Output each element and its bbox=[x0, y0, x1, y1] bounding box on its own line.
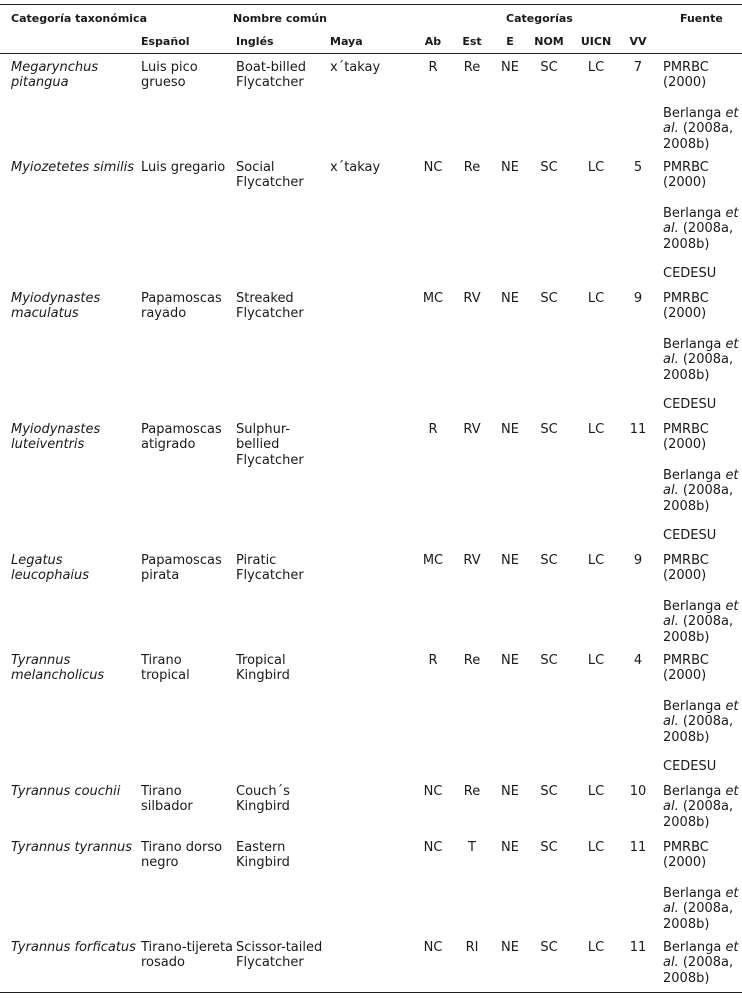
source-line: PMRBC bbox=[663, 291, 709, 306]
category-vv: 4 bbox=[633, 653, 643, 668]
taxon-line: Tyrannus bbox=[11, 653, 71, 668]
taxon-line: Tyrannus couchii bbox=[11, 784, 121, 799]
source-line: 2008b) bbox=[663, 367, 710, 383]
source-reference bbox=[663, 699, 739, 745]
taxon-name bbox=[11, 940, 136, 955]
source-reference bbox=[663, 206, 739, 252]
spanish-line: rosado bbox=[141, 955, 185, 971]
source-line: CEDESU bbox=[663, 528, 717, 543]
category-e: NE bbox=[501, 60, 519, 75]
table-bottom-rule bbox=[0, 992, 742, 993]
spanish-line: Luis pico bbox=[141, 60, 198, 75]
taxon-line: Myiozetetes similis bbox=[11, 160, 135, 175]
header-taxon: Categoría taxonómica bbox=[11, 12, 147, 25]
category-nom: SC bbox=[540, 291, 558, 306]
source-reference bbox=[663, 840, 709, 871]
category-e: NE bbox=[501, 291, 519, 306]
english-line: Flycatcher bbox=[236, 175, 304, 191]
source-line: al. (2008a, bbox=[663, 714, 734, 730]
english-line: Piratic bbox=[236, 553, 277, 568]
source-line: al. (2008a, bbox=[663, 614, 734, 630]
taxon-name bbox=[11, 553, 89, 584]
taxon-line: Myiodynastes bbox=[11, 422, 101, 437]
category-est: Re bbox=[463, 160, 481, 175]
category-uicn: LC bbox=[587, 653, 605, 668]
taxon-name bbox=[11, 60, 98, 91]
category-e: NE bbox=[501, 553, 519, 568]
source-line: Berlanga et bbox=[663, 206, 739, 221]
category-ab: MC bbox=[422, 291, 444, 306]
spanish-line: Tirano bbox=[141, 784, 182, 799]
source-line: PMRBC bbox=[663, 653, 709, 668]
maya-name: x´takay bbox=[330, 160, 381, 175]
source-reference bbox=[663, 60, 709, 91]
source-line: Berlanga et bbox=[663, 599, 739, 614]
source-line: PMRBC bbox=[663, 840, 709, 855]
taxon-name bbox=[11, 840, 132, 855]
taxon-line: Megarynchus bbox=[11, 60, 99, 75]
source-reference bbox=[663, 291, 709, 322]
source-reference bbox=[663, 759, 716, 774]
source-line: CEDESU bbox=[663, 397, 717, 412]
category-ab: NC bbox=[423, 784, 443, 799]
category-ab: R bbox=[428, 422, 438, 437]
source-line: 2008b) bbox=[663, 970, 710, 986]
source-reference bbox=[663, 653, 709, 684]
header-e: E bbox=[506, 35, 514, 48]
english-name bbox=[236, 291, 304, 322]
category-e: NE bbox=[501, 940, 519, 955]
header-english: Inglés bbox=[236, 35, 274, 48]
category-est: Re bbox=[463, 653, 481, 668]
english-name bbox=[236, 653, 290, 684]
category-est: Re bbox=[463, 60, 481, 75]
spanish-name bbox=[141, 160, 225, 175]
header-categories: Categorías bbox=[506, 12, 573, 25]
category-vv: 9 bbox=[633, 553, 643, 568]
english-line: Social bbox=[236, 160, 275, 175]
category-est: RV bbox=[463, 553, 481, 568]
taxon-line: Tyrannus forficatus bbox=[11, 940, 136, 955]
spanish-name bbox=[141, 784, 193, 815]
taxon-name bbox=[11, 160, 134, 175]
taxon-name bbox=[11, 291, 100, 322]
category-uicn: LC bbox=[587, 160, 605, 175]
source-reference bbox=[663, 940, 739, 986]
category-e: NE bbox=[501, 840, 519, 855]
category-uicn: LC bbox=[587, 60, 605, 75]
spanish-name bbox=[141, 60, 198, 91]
category-nom: SC bbox=[540, 840, 558, 855]
english-line: bellied bbox=[236, 437, 280, 453]
source-line: al. (2008a, bbox=[663, 483, 734, 499]
header-bottom-rule bbox=[0, 53, 742, 54]
category-ab: R bbox=[428, 60, 438, 75]
english-line: Kingbird bbox=[236, 668, 290, 684]
source-reference bbox=[663, 422, 709, 453]
category-e: NE bbox=[501, 160, 519, 175]
maya-name: x´takay bbox=[330, 60, 381, 75]
taxon-line: pitangua bbox=[11, 75, 69, 91]
source-line: al. (2008a, bbox=[663, 121, 734, 137]
english-name bbox=[236, 60, 306, 91]
header-uicn: UICN bbox=[580, 35, 612, 48]
english-line: Sulphur- bbox=[236, 422, 291, 437]
source-line: (2000) bbox=[663, 668, 707, 684]
spanish-name bbox=[141, 291, 222, 322]
english-line: Kingbird bbox=[236, 799, 290, 815]
source-reference bbox=[663, 337, 739, 383]
source-reference bbox=[663, 266, 716, 281]
taxon-line: luteiventris bbox=[11, 437, 85, 453]
english-line: Flycatcher bbox=[236, 306, 304, 322]
english-line: Tropical bbox=[236, 653, 286, 668]
category-uicn: LC bbox=[587, 784, 605, 799]
english-name bbox=[236, 553, 304, 584]
category-nom: SC bbox=[540, 553, 558, 568]
spanish-line: Papamoscas bbox=[141, 553, 222, 568]
category-e: NE bbox=[501, 422, 519, 437]
english-line: Eastern bbox=[236, 840, 286, 855]
taxon-line: Legatus bbox=[11, 553, 63, 568]
spanish-line: pirata bbox=[141, 568, 180, 584]
category-e: NE bbox=[501, 653, 519, 668]
english-line: Flycatcher bbox=[236, 75, 304, 91]
header-source: Fuente bbox=[680, 12, 723, 25]
source-line: PMRBC bbox=[663, 160, 709, 175]
taxon-line: leucophaius bbox=[11, 568, 90, 584]
source-line: CEDESU bbox=[663, 266, 717, 281]
source-reference bbox=[663, 106, 739, 152]
source-reference bbox=[663, 886, 739, 932]
source-reference bbox=[663, 553, 709, 584]
source-line: (2000) bbox=[663, 437, 707, 453]
taxon-line: melancholicus bbox=[11, 668, 105, 684]
category-uicn: LC bbox=[587, 553, 605, 568]
english-line: Boat-billed bbox=[236, 60, 306, 75]
spanish-line: Papamoscas bbox=[141, 291, 222, 306]
source-line: PMRBC bbox=[663, 60, 709, 75]
source-line: 2008b) bbox=[663, 498, 710, 514]
header-maya: Maya bbox=[330, 35, 363, 48]
source-reference bbox=[663, 160, 709, 191]
source-line: 2008b) bbox=[663, 136, 710, 152]
category-vv: 5 bbox=[633, 160, 643, 175]
taxon-name bbox=[11, 784, 120, 799]
category-vv: 7 bbox=[633, 60, 643, 75]
header-vv: VV bbox=[629, 35, 647, 48]
english-line: Kingbird bbox=[236, 855, 290, 871]
source-line: (2000) bbox=[663, 75, 707, 91]
source-line: Berlanga et bbox=[663, 468, 739, 483]
spanish-line: Luis gregario bbox=[141, 160, 226, 175]
source-line: 2008b) bbox=[663, 236, 710, 252]
header-nom: NOM bbox=[534, 35, 564, 48]
spanish-name bbox=[141, 553, 222, 584]
taxon-line: Tyrannus tyrannus bbox=[11, 840, 133, 855]
source-reference bbox=[663, 599, 739, 645]
category-vv: 11 bbox=[629, 940, 647, 955]
spanish-line: negro bbox=[141, 855, 179, 871]
spanish-line: silbador bbox=[141, 799, 193, 815]
source-line: CEDESU bbox=[663, 759, 717, 774]
category-vv: 11 bbox=[629, 840, 647, 855]
header-ab: Ab bbox=[424, 35, 442, 48]
category-est: T bbox=[468, 840, 476, 855]
source-line: (2000) bbox=[663, 175, 707, 191]
category-est: RV bbox=[463, 422, 481, 437]
spanish-line: Tirano dorso bbox=[141, 840, 223, 855]
taxon-line: Myiodynastes bbox=[11, 291, 101, 306]
category-vv: 10 bbox=[629, 784, 647, 799]
category-vv: 9 bbox=[633, 291, 643, 306]
category-e: NE bbox=[501, 784, 519, 799]
category-nom: SC bbox=[540, 160, 558, 175]
source-line: Berlanga et bbox=[663, 699, 739, 714]
category-ab: NC bbox=[423, 840, 443, 855]
header-spanish: Español bbox=[141, 35, 190, 48]
header-common-name: Nombre común bbox=[233, 12, 328, 25]
source-reference bbox=[663, 468, 739, 514]
category-nom: SC bbox=[540, 940, 558, 955]
header-est: Est bbox=[462, 35, 482, 48]
source-line: 2008b) bbox=[663, 916, 710, 932]
source-reference bbox=[663, 397, 716, 412]
spanish-name bbox=[141, 422, 222, 453]
source-line: Berlanga et bbox=[663, 940, 739, 955]
category-vv: 11 bbox=[629, 422, 647, 437]
english-line: Scissor-tailed bbox=[236, 940, 323, 955]
english-name bbox=[236, 784, 290, 815]
source-line: al. (2008a, bbox=[663, 901, 734, 917]
source-reference bbox=[663, 528, 716, 543]
category-ab: NC bbox=[423, 940, 443, 955]
source-line: al. (2008a, bbox=[663, 799, 734, 815]
category-est: RI bbox=[465, 940, 479, 955]
category-ab: MC bbox=[422, 553, 444, 568]
category-est: RV bbox=[463, 291, 481, 306]
source-line: 2008b) bbox=[663, 629, 710, 645]
table-top-rule bbox=[0, 4, 742, 5]
taxon-line: maculatus bbox=[11, 306, 79, 322]
source-line: al. (2008a, bbox=[663, 221, 734, 237]
category-nom: SC bbox=[540, 60, 558, 75]
english-name bbox=[236, 840, 290, 871]
spanish-line: Tirano bbox=[141, 653, 182, 668]
category-uicn: LC bbox=[587, 422, 605, 437]
taxon-name bbox=[11, 422, 100, 453]
english-line: Streaked bbox=[236, 291, 294, 306]
spanish-line: Papamoscas bbox=[141, 422, 222, 437]
category-uicn: LC bbox=[587, 840, 605, 855]
english-name bbox=[236, 160, 304, 191]
english-line: Couch´s bbox=[236, 784, 290, 799]
category-nom: SC bbox=[540, 653, 558, 668]
english-line: Flycatcher bbox=[236, 452, 304, 468]
category-uicn: LC bbox=[587, 940, 605, 955]
source-line: 2008b) bbox=[663, 729, 710, 745]
source-line: Berlanga et bbox=[663, 106, 739, 121]
source-line: 2008b) bbox=[663, 814, 710, 830]
spanish-line: grueso bbox=[141, 75, 186, 91]
source-line: (2000) bbox=[663, 306, 707, 322]
category-nom: SC bbox=[540, 422, 558, 437]
english-name bbox=[236, 422, 304, 468]
category-ab: R bbox=[428, 653, 438, 668]
category-uicn: LC bbox=[587, 291, 605, 306]
source-line: (2000) bbox=[663, 568, 707, 584]
source-line: PMRBC bbox=[663, 422, 709, 437]
source-line: (2000) bbox=[663, 855, 707, 871]
english-line: Flycatcher bbox=[236, 955, 304, 971]
source-reference bbox=[663, 784, 739, 830]
source-line: al. (2008a, bbox=[663, 352, 734, 368]
english-line: Flycatcher bbox=[236, 568, 304, 584]
taxon-name bbox=[11, 653, 104, 684]
spanish-name bbox=[141, 940, 233, 971]
source-line: Berlanga et bbox=[663, 784, 739, 799]
spanish-name bbox=[141, 840, 222, 871]
english-name bbox=[236, 940, 322, 971]
spanish-name bbox=[141, 653, 190, 684]
spanish-line: atigrado bbox=[141, 437, 196, 453]
source-line: Berlanga et bbox=[663, 886, 739, 901]
spanish-line: rayado bbox=[141, 306, 187, 322]
spanish-line: tropical bbox=[141, 668, 190, 684]
category-nom: SC bbox=[540, 784, 558, 799]
category-ab: NC bbox=[423, 160, 443, 175]
source-line: PMRBC bbox=[663, 553, 709, 568]
source-line: Berlanga et bbox=[663, 337, 739, 352]
source-line: al. (2008a, bbox=[663, 955, 734, 971]
category-est: Re bbox=[463, 784, 481, 799]
spanish-line: Tirano-tijereta bbox=[141, 940, 234, 955]
